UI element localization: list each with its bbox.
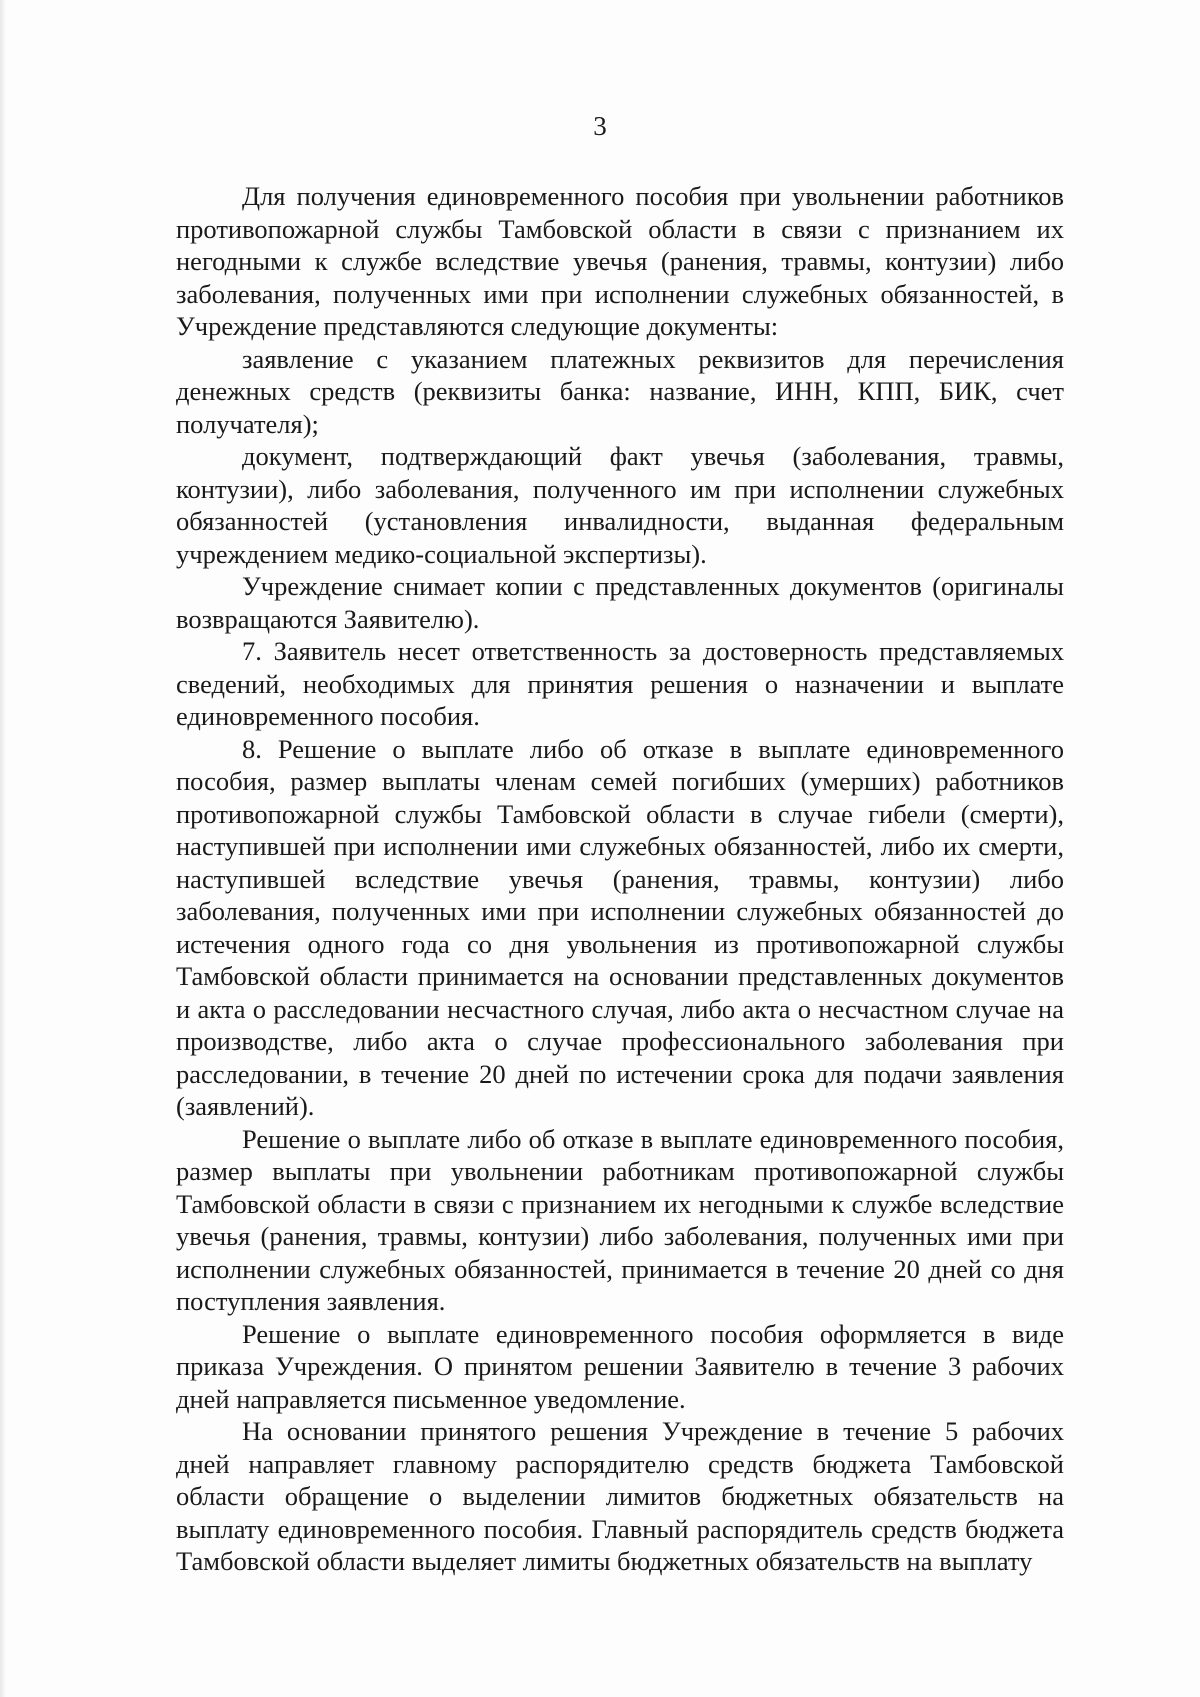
paragraph-decision-dismissal: Решение о выплате либо об отказе в выплате единовременного пособия, размер выплаты при увольнении работникам противопожарной службы Тамбовской области в связи с признанием их негодными к службе вследствие увечья (ранения, травмы, контузии) либо заболевания, полученных ими при исполнении служебных обязанностей, принимается в течение 20 дней со дня поступления заявления. bbox=[176, 1123, 1064, 1316]
paragraph-copies: Учреждение снимает копии с представленных документов (оригиналы возвращаются Заявителю). bbox=[176, 571, 1064, 634]
document-body bbox=[176, 180, 1064, 1578]
paragraph-item-8: 8. Решение о выплате либо об отказе в выплате единовременного пособия, размер выплаты членам семей погибших (умерших) работников противопожарной службы Тамбовской области в случае гибели (смерти), наступившей при исполнении ими служебных обязанностей, либо их смерти, наступившей вследствие увечья (ранения, травмы, контузии) либо заболевания, полученных ими при исполнении служебных обязанностей до истечения одного года со дня увольнения из противопожарной службы Тамбовской области принимается на основании представленных документов и акта о расследовании несчастного случая, либо акта о несчастном случае на производстве, либо акта о случае профессионального заболевания при расследовании, в течение 20 дней по истечении срока для подачи заявления (заявлений). bbox=[176, 733, 1064, 1121]
paragraph-application: заявление с указанием платежных реквизитов для перечисления денежных средств (реквизиты банка: название, ИНН, КПП, БИК, счет получателя); bbox=[176, 343, 1064, 439]
paragraph-item-7: 7. Заявитель несет ответственность за достоверность представляемых сведений, необходимых для принятия решения о назначении и выплате единовременного пособия. bbox=[176, 636, 1064, 731]
paragraph-documents-list-intro: Для получения единовременного пособия при увольнении работников противопожарной службы Тамбовской области в связи с признанием их негодными к службе вследствие увечья (ранения, травмы, контузии) либо заболевания, полученных ими при исполнении служебных обязанностей, в Учреждение представляются следующие документы: bbox=[176, 181, 1064, 341]
paragraph-injury-document: документ, подтверждающий факт увечья (заболевания, травмы, контузии), либо заболевания, полученного им при исполнении служебных обязанностей (установления инвалидности, выданная федеральным учреждением медико-социальной экспертизы). bbox=[176, 441, 1064, 569]
scan-edge-shadow bbox=[0, 0, 6, 1697]
paragraph-decision-order: Решение о выплате единовременного пособия оформляется в виде приказа Учреждения. О принятом решении Заявителю в течение 3 рабочих дней направляется письменное уведомление. bbox=[176, 1318, 1064, 1414]
paragraph-budget-limits: На основании принятого решения Учреждение в течение 5 рабочих дней направляет главному распорядителю средств бюджета Тамбовской области обращение о выделении лимитов бюджетных обязательств на выплату единовременного пособия. Главный распорядитель средств бюджета Тамбовской области выделяет лимиты бюджетных обязательств на выплату bbox=[176, 1416, 1064, 1576]
page-number: 3 bbox=[593, 111, 607, 141]
